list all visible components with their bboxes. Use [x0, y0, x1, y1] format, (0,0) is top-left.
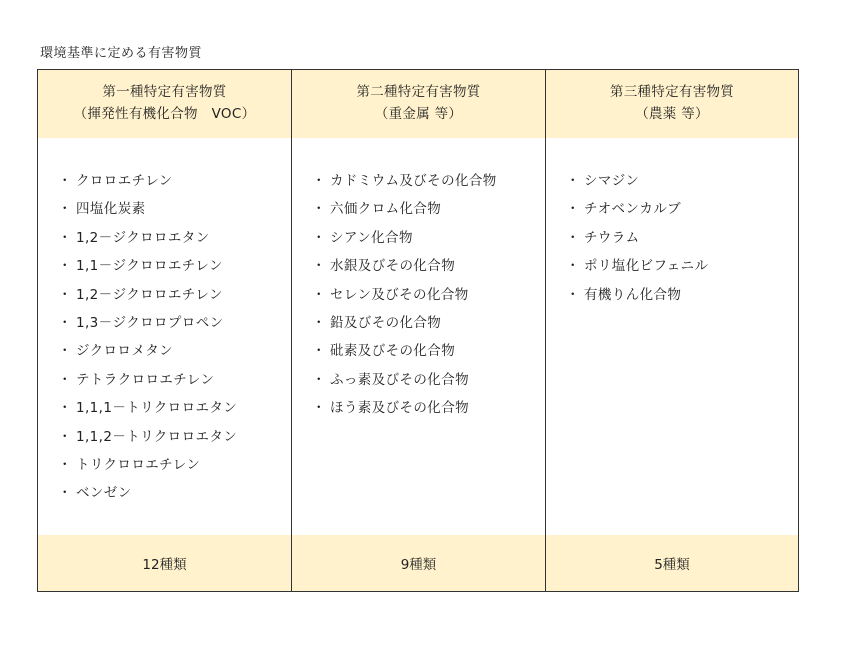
substance-list-item — [312, 252, 545, 280]
bullet-icon: ・ — [312, 229, 326, 246]
substance-list-item — [58, 195, 291, 223]
bullet-icon: ・ — [312, 173, 326, 189]
substance-list-item — [58, 224, 291, 252]
count-cell-type2: 9種類 — [292, 535, 546, 591]
substance-list-item — [58, 309, 291, 337]
substance-list-item — [58, 167, 291, 195]
bullet-icon: ・ — [566, 286, 580, 303]
header-cell-type1 — [38, 70, 292, 138]
substance-list-item — [312, 394, 545, 422]
substance-list-item — [566, 195, 798, 223]
substance-name: クロロエチレン — [76, 173, 173, 189]
substance-name: 砒素及びその化合物 — [330, 343, 456, 360]
body-cell-type1 — [38, 138, 292, 535]
substance-name: 有機りん化合物 — [584, 286, 682, 303]
bullet-icon: ・ — [312, 343, 326, 360]
substance-list-item — [312, 337, 545, 365]
substance-list-item — [312, 366, 545, 394]
count-cell-type1: 12種類 — [38, 535, 292, 591]
substance-name: シアン化合物 — [330, 229, 413, 246]
bullet-icon: ・ — [58, 258, 72, 275]
bullet-icon: ・ — [58, 229, 72, 246]
substance-name: ほう素及びその化合物 — [330, 400, 469, 417]
table-footer-row — [38, 535, 798, 591]
bullet-icon: ・ — [58, 286, 72, 303]
substance-name: ジクロロメタン — [76, 343, 174, 360]
bullet-icon: ・ — [58, 371, 72, 388]
bullet-icon: ・ — [566, 201, 580, 218]
bullet-icon: ・ — [312, 286, 326, 303]
substance-list-item — [566, 167, 798, 195]
substance-name: チウラム — [584, 229, 640, 246]
substance-name: 鉛及びその化合物 — [330, 314, 442, 331]
substance-list-item — [312, 309, 545, 337]
count-cell-type3: 5種類 — [654, 557, 690, 573]
table-body-row — [38, 138, 798, 536]
substance-name: トリクロロエチレン — [76, 456, 201, 473]
bullet-icon: ・ — [58, 343, 72, 360]
substance-name: 1,1－ジクロロエチレン — [76, 258, 223, 275]
substance-list-item — [58, 366, 291, 394]
substance-list-item — [566, 252, 798, 280]
substance-list-type3 — [546, 138, 798, 309]
substance-name: 水銀及びその化合物 — [330, 258, 456, 275]
substance-list-item — [58, 394, 291, 422]
bullet-icon: ・ — [312, 400, 326, 417]
substance-list-item — [58, 281, 291, 309]
bullet-icon: ・ — [312, 258, 326, 275]
hazardous-substances-table — [37, 69, 799, 592]
substance-name: テトラクロロエチレン — [76, 371, 215, 388]
substance-name: 六価クロム化合物 — [330, 201, 442, 218]
bullet-icon: ・ — [58, 201, 72, 218]
substance-name: シマジン — [584, 173, 640, 189]
header-title: 第二種特定有害物質 — [356, 84, 481, 100]
substance-name: ふっ素及びその化合物 — [330, 371, 469, 388]
substance-list-item — [58, 252, 291, 280]
substance-list-type1 — [38, 138, 291, 508]
header-cell-type2 — [292, 70, 546, 138]
bullet-icon: ・ — [58, 400, 72, 417]
bullet-icon: ・ — [312, 201, 326, 218]
bullet-icon: ・ — [58, 456, 72, 473]
substance-name: セレン及びその化合物 — [330, 286, 469, 303]
bullet-icon: ・ — [312, 371, 326, 388]
substance-name: 1,2－ジクロロエチレン — [76, 286, 223, 303]
header-subtitle: （重金属 等） — [374, 106, 463, 122]
header-subtitle: （揮発性有機化合物 VOC） — [73, 106, 256, 122]
substance-list-item — [58, 337, 291, 365]
header-cell-type3 — [546, 70, 798, 138]
substance-name: チオベンカルブ — [584, 201, 682, 218]
bullet-icon: ・ — [566, 173, 580, 189]
table-caption: 環境基準に定める有害物質 — [40, 46, 203, 61]
substance-list-item — [58, 479, 291, 507]
bullet-icon: ・ — [58, 485, 72, 502]
body-cell-type3 — [546, 138, 798, 535]
header-subtitle: （農薬 等） — [635, 106, 709, 122]
substance-name: カドミウム及びその化合物 — [330, 173, 497, 189]
substance-name: 1,1,2－トリクロロエタン — [76, 428, 238, 445]
bullet-icon: ・ — [312, 314, 326, 331]
body-cell-type2 — [292, 138, 546, 535]
header-title: 第一種特定有害物質 — [102, 84, 227, 100]
substance-name: 1,3－ジクロロプロペン — [76, 314, 224, 331]
substance-list-item — [312, 167, 545, 195]
substance-list-item — [312, 281, 545, 309]
substance-list-type2 — [292, 138, 545, 423]
substance-name: 四塩化炭素 — [76, 201, 146, 218]
bullet-icon: ・ — [566, 229, 580, 246]
substance-list-item — [58, 423, 291, 451]
substance-list-item — [312, 195, 545, 223]
substance-name: 1,1,1－トリクロロエタン — [76, 400, 238, 417]
bullet-icon: ・ — [58, 314, 72, 331]
substance-list-item — [566, 224, 798, 252]
substance-list-item — [58, 451, 291, 479]
substance-name: ベンゼン — [76, 485, 132, 502]
substance-name: 1,2－ジクロロエタン — [76, 229, 210, 246]
table-header-row — [38, 70, 798, 139]
bullet-icon: ・ — [566, 258, 580, 275]
substance-list-item — [312, 224, 545, 252]
bullet-icon: ・ — [58, 173, 72, 189]
bullet-icon: ・ — [58, 428, 72, 445]
header-title: 第三種特定有害物質 — [609, 84, 735, 100]
substance-list-item — [566, 281, 798, 309]
substance-name: ポリ塩化ビフェニル — [584, 258, 709, 275]
